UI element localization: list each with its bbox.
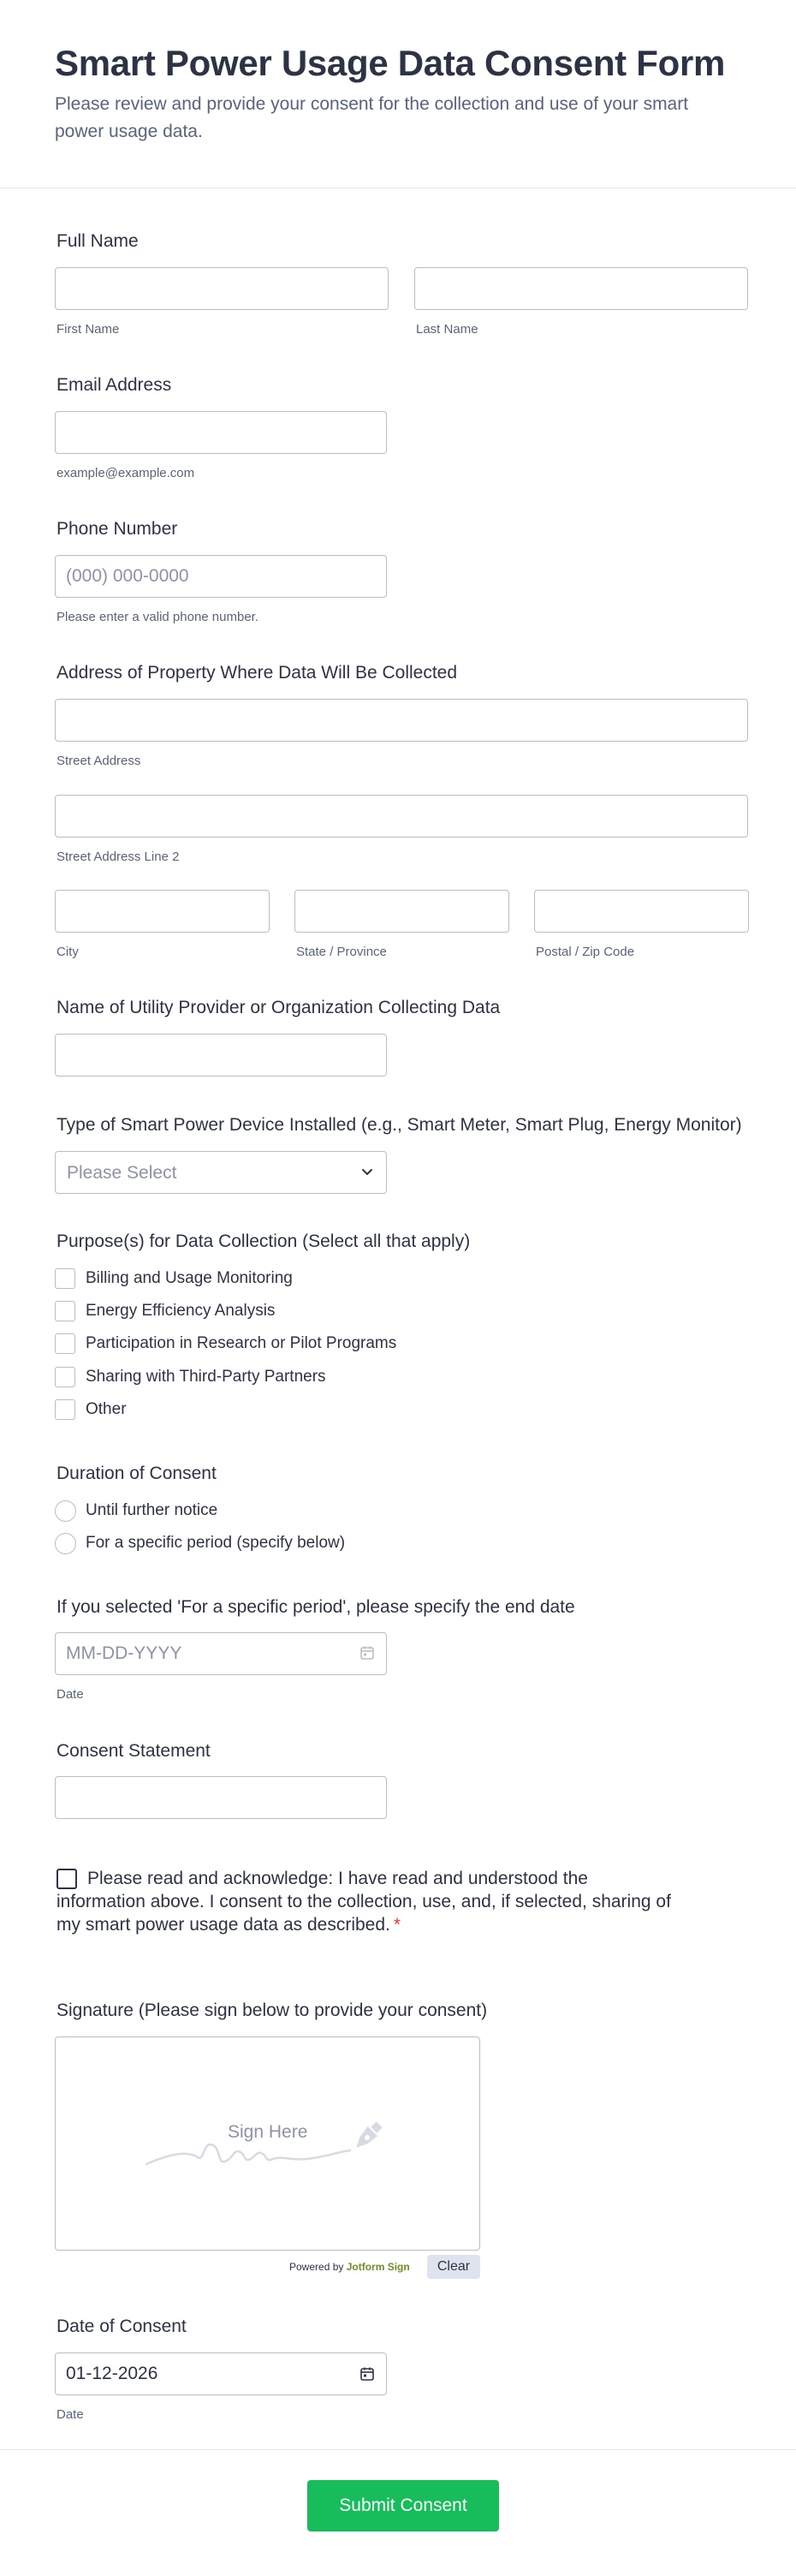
device-select-value: Please Select <box>67 1163 177 1183</box>
purpose-option-label: Energy Efficiency Analysis <box>86 1302 276 1320</box>
duration-radio[interactable] <box>55 1500 76 1522</box>
city-input[interactable] <box>55 890 270 933</box>
last-name-input[interactable] <box>414 267 748 310</box>
form-subtitle: Please review and provide your consent for the collection and use of your smart power usage data. <box>55 94 689 141</box>
purpose-checkbox[interactable] <box>55 1333 75 1354</box>
purpose-option-label: Other <box>86 1400 127 1418</box>
street-address-line2-input[interactable] <box>55 795 748 838</box>
street-address-line2-sublabel: Street Address Line 2 <box>56 850 180 864</box>
purpose-option-label: Participation in Research or Pilot Programs <box>86 1334 397 1352</box>
purposes-label: Purpose(s) for Data Collection (Select all that apply) <box>56 1231 471 1251</box>
last-name-sublabel: Last Name <box>416 322 478 337</box>
zip-sublabel: Postal / Zip Code <box>536 945 635 959</box>
zip-input[interactable] <box>534 890 749 933</box>
first-name-sublabel: First Name <box>56 322 120 337</box>
purpose-checkbox[interactable] <box>55 1367 75 1387</box>
sign-here-placeholder: Sign Here <box>228 2122 308 2142</box>
purpose-option-label: Billing and Usage Monitoring <box>86 1269 293 1287</box>
phone-input[interactable] <box>55 555 387 598</box>
calendar-icon[interactable] <box>359 1645 375 1661</box>
powered-by-text <box>289 2261 410 2273</box>
form-header <box>0 0 796 188</box>
calendar-icon[interactable] <box>359 2366 375 2382</box>
provider-label: Name of Utility Provider or Organization Collecting Data <box>56 998 501 1017</box>
signature-pad[interactable] <box>55 2036 480 2251</box>
email-sublabel: example@example.com <box>56 466 195 480</box>
powered-prefix: Powered by <box>289 2261 344 2273</box>
statement-label: Consent Statement <box>56 1741 211 1761</box>
purpose-checkbox[interactable] <box>55 1301 75 1321</box>
powered-brand: Jotform Sign <box>346 2261 410 2273</box>
street-address-input[interactable] <box>55 699 748 742</box>
acknowledge-statement: Please read and acknowledge: I have read and understood the information above. I consent to the collection, use, and, if selected, sharing of my smart power usage data as described. <box>56 1869 671 1935</box>
device-label: Type of Smart Power Device Installed (e.g., Smart Meter, Smart Plug, Energy Monitor) <box>56 1115 742 1135</box>
pen-nib-icon <box>348 2118 386 2156</box>
statement-input[interactable] <box>55 1776 387 1819</box>
state-input[interactable] <box>294 890 509 933</box>
duration-option-label: For a specific period (specify below) <box>86 1534 346 1552</box>
duration-label: Duration of Consent <box>56 1464 217 1483</box>
address-label: Address of Property Where Data Will Be Collected <box>56 663 458 683</box>
purpose-checkbox[interactable] <box>55 1268 75 1289</box>
end-date-label: If you selected 'For a specific period', please specify the end date <box>56 1597 575 1617</box>
submit-consent-button[interactable]: Submit Consent <box>307 2480 499 2531</box>
email-label: Email Address <box>56 375 172 395</box>
provider-input[interactable] <box>55 1034 387 1076</box>
city-sublabel: City <box>56 945 79 959</box>
street-address-sublabel: Street Address <box>56 754 141 768</box>
chevron-down-icon <box>360 1165 374 1178</box>
phone-sublabel: Please enter a valid phone number. <box>56 610 258 624</box>
first-name-input[interactable] <box>55 267 389 310</box>
clear-signature-button[interactable]: Clear <box>427 2255 480 2279</box>
full-name-label: Full Name <box>56 231 139 251</box>
purpose-checkbox[interactable] <box>55 1399 75 1420</box>
footer-divider <box>0 2449 796 2450</box>
state-sublabel: State / Province <box>296 945 387 959</box>
acknowledge-text <box>56 1867 673 1936</box>
signature-label: Signature (Please sign below to provide your consent) <box>56 2001 488 2020</box>
consent-date-sublabel: Date <box>56 2407 84 2422</box>
consent-date-label: Date of Consent <box>56 2317 187 2336</box>
duration-option-label: Until further notice <box>86 1501 218 1519</box>
duration-radio[interactable] <box>55 1533 76 1554</box>
end-date-sublabel: Date <box>56 1687 84 1702</box>
phone-label: Phone Number <box>56 519 178 539</box>
required-mark: * <box>393 1915 401 1935</box>
email-input[interactable] <box>55 411 387 454</box>
end-date-input[interactable] <box>55 1632 387 1675</box>
device-select[interactable] <box>55 1151 387 1194</box>
form-title: Smart Power Usage Data Consent Form <box>55 43 726 83</box>
purpose-option-label: Sharing with Third-Party Partners <box>86 1368 326 1386</box>
consent-date-input[interactable] <box>55 2352 387 2395</box>
